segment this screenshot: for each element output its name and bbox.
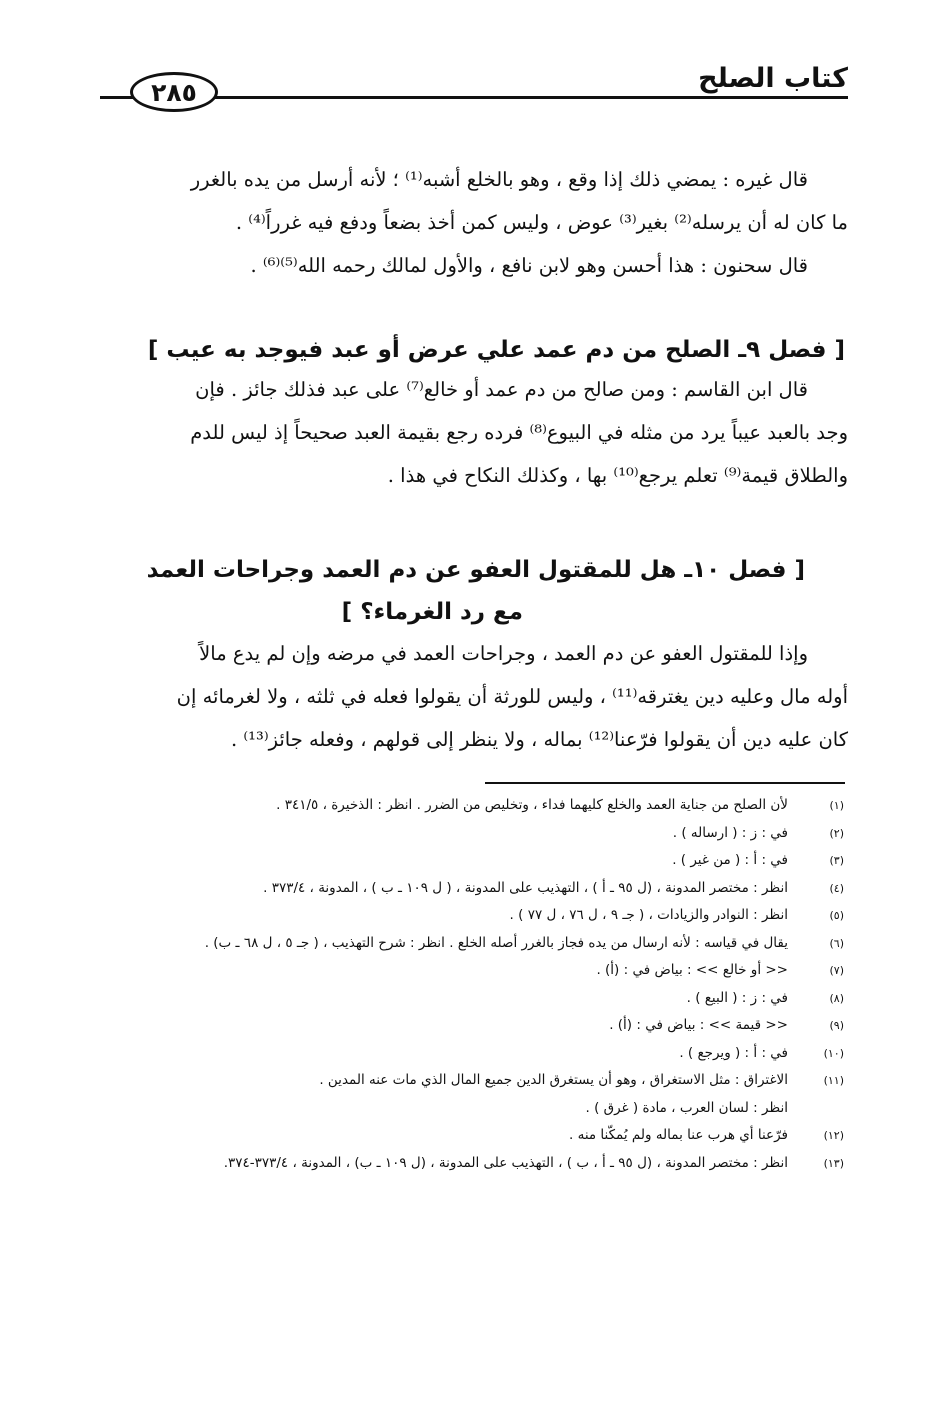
footnote-text: في : أ : ( من غير ) . [672,852,788,868]
page-number: ٢٨٥ [130,72,218,112]
section-heading-10-cont: مع رد الغرماء؟ ] [341,599,523,625]
footnote-number: (٧) [829,964,844,977]
footnote-text: في : أ : ( ويرجع ) . [679,1044,788,1061]
text-line: والطلاق قيمة⁽⁹⁾ تعلم يرجع⁽¹⁰⁾ بها ، وكذلك النكاح في هذا . [387,464,848,487]
text-line: كان عليه دين أن يقولوا فرّعنا⁽¹²⁾ بماله ، ولا ينظر إلى قولهم ، وفعله جائز⁽¹³⁾ . [230,728,848,751]
footnotes [104,792,848,1177]
section-heading-10: [ فصل ١٠ـ هل للمقتول العفو عن دم العمد وجراحات العمد [146,557,805,583]
footnote [104,1067,848,1095]
footnote-text: يقال في قياسه : لأنه ارسال من يده فجاز بالغرر أصله الخلع . انظر : شرح التهذيب ، ( جـ ٥ ، ل ٦٨ ـ ب) . [204,934,788,951]
footnote-text: انظر : مختصر المدونة ، (ل ٩٥ ـ أ ، ب ) ، التهذيب على المدونة ، (ل ١٠٩ ـ ب) ، المدونة ، ٣٧٣/٤-٣٧٤. [223,1154,788,1171]
footnote-text: << قيمة >> : بياض في : (أ) . [609,1017,788,1033]
footnote [104,792,848,820]
text-line: وجد بالعبد عيباً يرد من مثله في البيوع⁽⁸⁾ فرده رجع بقيمة العبد صحيحاً إذ ليس للدم [190,421,848,444]
footnote-text: انظر : النوادر والزيادات ، ( جـ ٩ ، ل ٧٦ ، ل ٧٧ ) . [509,907,788,923]
footnote [104,875,848,903]
footnote [104,957,848,985]
footnote-number: (٦) [829,936,844,950]
footnote-number: (٥) [829,909,844,922]
footnote-text: في : ز : ( ارساله ) . [672,824,788,841]
footnote [104,1012,848,1040]
paragraph-2 [104,368,848,497]
footnote-number: (٨) [829,991,844,1005]
footnote-rule [485,782,845,784]
footnote-number: (٩) [829,1019,844,1032]
footnote [104,820,848,848]
footnote-text: الاغتراق : مثل الاستغراق ، وهو أن يستغرق الدين جميع المال الذي مات عنه المدين . [319,1072,788,1088]
text-line: قال غيره : يمضي ذلك إذا وقع ، وهو بالخلع أشبه⁽¹⁾ ؛ لأنه أرسل من يده بالغرر [190,168,808,191]
footnote-number: (١٢) [823,1129,844,1142]
footnote [104,902,848,930]
footnote-text: انظر : مختصر المدونة ، (ل ٩٥ ـ أ ) ، التهذيب على المدونة ، ( ل ١٠٩ ـ ب ) ، المدونة ، ٣٧٣/٤ . [263,879,788,896]
text-line: أوله مال وعليه دين يغترقه⁽¹¹⁾ ، وليس للورثة أن يقولوا فعله في ثلثه ، ولا لغرمائه إن [176,685,848,708]
footnote [104,847,848,875]
footnote-text: لأن الصلح من جناية العمد والخلع كليهما فداء ، وتخليص من الضرر . انظر : الذخيرة ، ٣٤١/٥ . [276,797,788,813]
footnote [104,1095,848,1123]
footnote-number: (١) [829,799,844,812]
footnote [104,1122,848,1150]
text-line: قال سحنون : هذا أحسن وهو لابن نافع ، والأول لمالك رحمه الله⁽⁵⁾⁽⁶⁾ . [250,254,808,277]
text-line: وإذا للمقتول العفو عن دم العمد ، وجراحات العمد في مرضه وإن لم يدع مالاً [199,642,808,665]
running-header [100,62,848,116]
footnote [104,985,848,1013]
footnote-number: (١٠) [823,1046,844,1060]
footnote [104,1150,848,1178]
footnote-text: انظر : لسان العرب ، مادة ( غرق ) . [585,1099,788,1116]
paragraph-3 [104,632,848,761]
footnote-text: << أو خالع >> : بياض في : (أ) . [596,962,788,978]
footnote-number: (١١) [823,1074,844,1087]
footnote-text: في : ز : ( البيع ) . [686,989,788,1006]
book-title: كتاب الصلح [688,62,848,96]
footnote-text: فرّعنا أي هرب عنا بماله ولم يُمكّنا منه . [569,1127,788,1143]
footnote-number: (٢) [829,826,844,840]
text-line: قال ابن القاسم : ومن صالح من دم عمد أو خالع⁽⁷⁾ على عبد فذلك جائز . فإن [195,378,808,401]
text-line: ما كان له أن يرسله⁽²⁾ بغير⁽³⁾ عوض ، وليس كمن أخذ بضعاً ودفع فيه غرراً⁽⁴⁾ . [235,211,848,234]
footnote-number: (٤) [829,881,844,895]
footnote-number: (٣) [829,854,844,867]
section-heading-9: [ فصل ٩ـ الصلح من دم عمد علي عرض أو عبد فيوجد به عيب ] [147,337,845,363]
footnote [104,1040,848,1068]
paragraph-1 [104,158,848,287]
footnote [104,930,848,958]
footnote-number: (١٣) [823,1156,844,1170]
